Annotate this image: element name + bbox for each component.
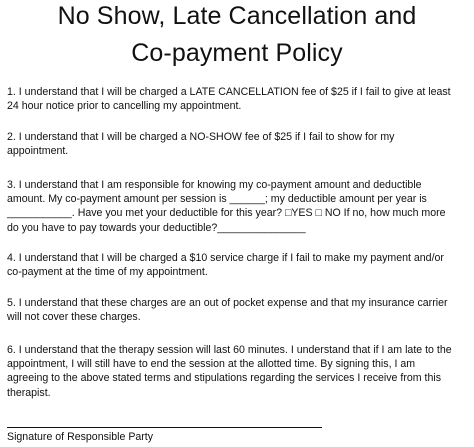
signature-line <box>7 427 322 428</box>
document-title-line-2: Co-payment Policy <box>131 39 343 67</box>
document-title-line-1: No Show, Late Cancellation and <box>57 2 417 30</box>
signature-label: Signature of Responsible Party <box>7 431 154 443</box>
policy-item-out-of-pocket: 5. I understand that these charges are an out of pocket expense and that my insurance carrier will not cover these charges. <box>7 297 448 324</box>
policy-item-service-charge: 4. I understand that I will be charged a $10 service charge if I fail to make my payment and/or co-payment at the time of my appointment. <box>7 252 444 279</box>
policy-item-late-cancellation: 1. I understand that I will be charged a LATE CANCELLATION fee of $25 if I fail to give at least 24 hour notice prior to cancelling my appointment. <box>7 86 451 113</box>
policy-item-copayment-deductible: 3. I understand that I am responsible for knowing my co-payment amount and deductible amount. My co-payment amount per session is ______; my deductible amount per year is ___________. Have you met your deductible for this year? □YES □ NO If no, how much more do you have to pay towards your deductible?_______________ <box>7 179 446 234</box>
policy-item-no-show: 2. I understand that I will be charged a NO-SHOW fee of $25 if I fail to show for my appointment. <box>7 131 395 158</box>
policy-item-session-length: 6. I understand that the therapy session will last 60 minutes. I understand that if I am late to the appointment, I will still have to end the session at the allotted time. By signing this, I am agreeing to the above stated terms and stipulations regarding the services I receive from this therapist. <box>7 344 452 399</box>
